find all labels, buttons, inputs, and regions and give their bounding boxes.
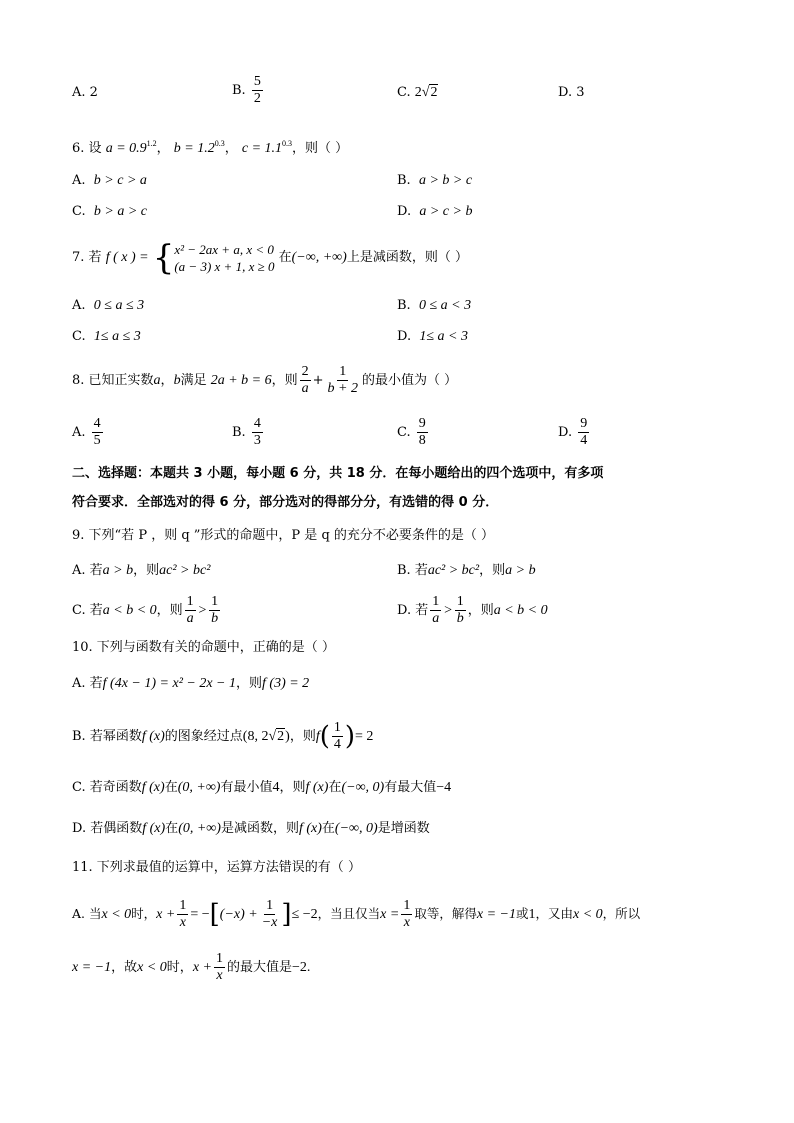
max: −2. — [292, 960, 311, 975]
denominator: a — [432, 611, 440, 626]
q6-prefix: 6. 设 — [72, 141, 102, 156]
label: C. 若 — [72, 603, 103, 618]
expr: a > c > b — [419, 204, 473, 219]
q9-option-b — [397, 562, 536, 580]
expr: a > b > c — [418, 173, 473, 188]
q7-in: 在 — [278, 250, 292, 265]
denominator: 4 — [333, 737, 341, 752]
expr: 0 ≤ a < 3 — [418, 298, 472, 313]
q8-option-d — [558, 416, 591, 449]
numerator: 1 — [215, 951, 223, 966]
q9-option-c — [72, 594, 222, 628]
label: D. — [397, 329, 412, 344]
result: ac² > bc² — [159, 563, 211, 578]
label: A. 若 — [72, 676, 103, 691]
q5-option-d: D. 3 — [558, 85, 585, 100]
c-exp: 0.3 — [282, 139, 293, 148]
fraction-3 — [401, 898, 412, 931]
label: D. — [397, 204, 412, 219]
numerator: 1 — [333, 720, 341, 735]
q6-suffix: ，则（ ） — [292, 141, 349, 156]
then: ，则 — [479, 563, 506, 578]
right-paren: ) — [344, 721, 356, 752]
t1: 时， — [131, 906, 157, 921]
label: B. 若幂函数 — [72, 729, 142, 744]
min: 4 — [272, 780, 280, 795]
fraction-2 — [455, 594, 466, 627]
q7-stem — [72, 238, 468, 278]
sqrt: √2 — [268, 729, 285, 744]
numerator: 1 — [266, 898, 274, 913]
expr: 1≤ a ≤ 3 — [93, 329, 141, 344]
q5-option-b-label: B. — [232, 83, 246, 98]
cond: x < 0 — [101, 907, 132, 922]
t2: 时， — [166, 960, 193, 975]
numerator: 9 — [418, 416, 426, 431]
denominator: 8 — [418, 433, 426, 448]
left-bracket: [ — [209, 899, 220, 930]
var-b: b — [173, 373, 181, 388]
q11-stem: 11. 下列求最值的运算中，运算方法错误的有（ ） — [72, 860, 361, 875]
radicand: 2 — [430, 85, 438, 100]
label: D. 若 — [397, 603, 429, 618]
label: A. — [72, 173, 86, 188]
interval-1: (0, +∞) — [178, 821, 221, 836]
b-exp: 0.3 — [214, 139, 225, 148]
t5: ，所以 — [602, 906, 641, 921]
numerator: 5 — [253, 74, 261, 89]
numerator: 1 — [211, 594, 219, 609]
label: C. — [397, 425, 411, 440]
fraction — [252, 416, 263, 449]
point — [243, 729, 290, 744]
q10-option-b — [72, 717, 373, 757]
in: 在 — [164, 780, 178, 795]
expr: f (4x − 1) = x² − 2x − 1 — [102, 676, 236, 691]
numerator: 2 — [301, 364, 309, 379]
q7-function: f ( x ) = — [105, 250, 149, 265]
left-brace: { — [152, 237, 175, 278]
point-suffix: ) — [285, 729, 290, 744]
end: 是增函数 — [377, 821, 430, 836]
denominator: a — [301, 381, 309, 396]
a-exp: 1.2 — [146, 139, 157, 148]
cond: a > b — [102, 563, 134, 578]
numerator: 4 — [253, 416, 261, 431]
mid: 是减函数，则 — [220, 821, 299, 836]
fraction-2 — [209, 594, 220, 627]
label: A. — [72, 298, 86, 313]
cond-text: 满足 — [180, 373, 207, 388]
q7-interval: (−∞, +∞) — [291, 250, 347, 265]
left-paren: ( — [319, 721, 330, 752]
numerator: 4 — [93, 416, 101, 431]
label: B. — [232, 425, 246, 440]
q8-option-c — [397, 416, 430, 449]
interval-2: (−∞, 0) — [341, 780, 385, 795]
case-1: x² − 2ax + a, x < 0 — [174, 241, 274, 257]
expr: 0 ≤ a ≤ 3 — [93, 298, 145, 313]
q8-suffix: 的最小值为（ ） — [362, 373, 458, 388]
result: a > b — [505, 563, 536, 578]
numerator: 1 — [456, 594, 464, 609]
numerator: 1 — [179, 898, 187, 913]
label: B. 若 — [397, 563, 428, 578]
q6-stem: 6. 设 $a = 0.9^{1.2}$， $b = 1.2^{0.3}$， $c = 1.1^{0.3}$，则（ ） — [72, 139, 349, 156]
result: a < b < 0 — [493, 603, 548, 618]
function-2: f — [315, 729, 320, 744]
denominator: 2 — [253, 91, 261, 106]
fraction — [214, 951, 225, 984]
label: B. — [397, 298, 411, 313]
then: ，则 — [156, 603, 183, 618]
denominator: 5 — [93, 433, 101, 448]
q6-b-expr — [174, 141, 225, 156]
numerator: 1 — [432, 594, 440, 609]
cond: ac² > bc² — [427, 563, 480, 578]
then: ，则 — [133, 563, 160, 578]
q7-piecewise — [152, 237, 275, 278]
x-eq: x = — [380, 907, 400, 922]
denominator: a — [186, 611, 194, 626]
label: C. — [72, 329, 86, 344]
var-a: a — [153, 373, 161, 388]
denominator: x — [179, 915, 186, 930]
or: 或 — [515, 906, 529, 921]
numerator: 1 — [339, 364, 347, 379]
q6-a-expr — [106, 141, 157, 156]
comma: ， — [160, 373, 174, 388]
plus: + — [312, 373, 324, 388]
fraction-1 — [185, 594, 196, 627]
denominator: b + 2 — [327, 381, 358, 396]
function: f (x) — [142, 821, 166, 836]
in-2: 在 — [328, 780, 342, 795]
t3: 的最大值是 — [226, 960, 292, 975]
denominator: 3 — [253, 433, 261, 448]
q5-option-c-expr — [415, 85, 439, 100]
q6-c-expr — [242, 141, 292, 156]
fraction-2 — [326, 364, 360, 397]
end: 有最大值 — [384, 780, 437, 795]
q5-option-a: A. 2 — [72, 85, 98, 100]
q5-option-b-fraction — [252, 74, 263, 107]
interval-2: (−∞, 0) — [334, 821, 378, 836]
expr: b > a > c — [93, 204, 147, 219]
q8-stem — [72, 363, 457, 399]
fraction-1 — [300, 364, 311, 397]
q8-option-a — [72, 416, 105, 449]
fraction — [92, 416, 103, 449]
section-2-heading-line-2: 符合要求．全部选对的得 6 分，部分选对的得部分分，有选错的得 0 分． — [72, 495, 499, 510]
fraction — [332, 720, 343, 753]
function: f (x) — [141, 780, 165, 795]
q9-option-a — [72, 562, 210, 580]
in: 在 — [165, 821, 179, 836]
q7-option-c — [72, 328, 141, 346]
cond-2: x < 0 — [573, 907, 603, 922]
then: ，则 — [236, 676, 263, 691]
solution: x = −1 — [476, 907, 516, 922]
q11-option-a-line-1 — [72, 894, 640, 935]
result: = 2 — [355, 729, 374, 744]
q5-option-c-label: C. — [397, 85, 411, 100]
label: C. — [72, 204, 86, 219]
fraction-2 — [260, 898, 280, 931]
mid: 有最小值 — [220, 780, 273, 795]
t4: ，又由 — [535, 906, 573, 921]
q8-option-b — [232, 416, 265, 449]
q6-option-b — [397, 172, 472, 190]
function: f (x) — [141, 729, 165, 744]
denominator: b — [211, 611, 219, 626]
le: ≤ −2 — [291, 907, 318, 922]
fraction-1 — [430, 594, 441, 627]
label: A. 若 — [72, 563, 103, 578]
q11-option-a-line-2 — [72, 950, 310, 986]
cases — [174, 241, 274, 275]
q9-option-d — [397, 594, 548, 628]
fraction — [578, 416, 589, 449]
q6-option-c — [72, 203, 147, 221]
q10-option-a — [72, 675, 309, 693]
q7-option-a — [72, 297, 144, 315]
function-2: f (x) — [298, 821, 322, 836]
then: ，则 — [467, 603, 494, 618]
label: B. — [397, 173, 411, 188]
interval-1: (0, +∞) — [177, 780, 221, 795]
t2: ，当且仅当 — [317, 906, 381, 921]
numerator: 9 — [580, 416, 588, 431]
expr: 1≤ a < 3 — [419, 329, 468, 344]
t3: 取等，解得 — [414, 906, 477, 921]
q10-stem: 10. 下列与函数有关的命题中，正确的是（ ） — [72, 640, 335, 655]
b-base: b = 1.2 — [173, 141, 215, 156]
q10-option-c — [72, 779, 451, 797]
denominator: −x — [261, 915, 278, 930]
then-text: ，则 — [271, 373, 298, 388]
then: ，则 — [279, 780, 306, 795]
gt: > — [197, 603, 208, 618]
eq: = − — [190, 907, 210, 922]
radicand: 2 — [277, 729, 285, 744]
function-2: f (x) — [305, 780, 329, 795]
q7-option-b — [397, 297, 471, 315]
case-2: (a − 3) x + 1, x ≥ 0 — [174, 258, 275, 274]
fraction-1 — [177, 898, 188, 931]
q10-option-d — [72, 820, 430, 838]
label: D. — [558, 425, 573, 440]
q6-option-d — [397, 203, 472, 221]
cond: a < b < 0 — [102, 603, 157, 618]
q5-option-c — [397, 84, 438, 102]
a-base: a = 0.9 — [105, 141, 147, 156]
x-plus: x + — [192, 960, 212, 975]
then: ，则 — [289, 729, 316, 744]
x-plus: x + — [156, 907, 176, 922]
max: −4 — [436, 780, 452, 795]
mid: 的图象经过点 — [164, 729, 243, 744]
label: C. 若奇函数 — [72, 780, 142, 795]
point-prefix: (8, 2 — [242, 729, 269, 744]
denominator: x — [216, 968, 223, 983]
in-2: 在 — [321, 821, 335, 836]
q7-prefix: 7. 若 — [72, 250, 102, 265]
result: f (3) = 2 — [262, 676, 310, 691]
numerator: 1 — [403, 898, 411, 913]
q7-option-d — [397, 328, 468, 346]
denominator: 4 — [580, 433, 588, 448]
sqrt: √2 — [421, 85, 438, 100]
cond: x < 0 — [137, 960, 167, 975]
denominator: x — [403, 915, 410, 930]
label: D. 若偶函数 — [72, 821, 143, 836]
inner: (−x) + — [219, 907, 258, 922]
q9-stem: 9. 下列“若 P ，则 q ”形式的命题中，P 是 q 的充分不必要条件的是（ ） — [72, 528, 495, 543]
denominator: b — [456, 611, 464, 626]
section-2-heading-line-1: 二、选择题：本题共 3 小题，每小题 6 分，共 18 分．在每小题给出的四个选项中，有多项 — [72, 466, 604, 481]
q7-suffix: 上是减函数，则（ ） — [346, 250, 468, 265]
t1: ，故 — [111, 960, 138, 975]
q6-option-a — [72, 172, 147, 190]
label: A. — [72, 425, 86, 440]
right-bracket: ] — [281, 899, 292, 930]
q5-option-b — [232, 74, 265, 107]
expr: b > c > a — [93, 173, 147, 188]
fraction — [417, 416, 428, 449]
q8-prefix: 8. 已知正实数 — [72, 373, 154, 388]
one: 1 — [528, 907, 536, 922]
x-value: x = −1 — [72, 960, 112, 975]
c-base: c = 1.1 — [241, 141, 283, 156]
coef: 2 — [414, 85, 422, 100]
numerator: 1 — [186, 594, 194, 609]
gt: > — [443, 603, 453, 618]
q8-condition: 2a + b = 6 — [210, 373, 272, 388]
label: A. 当 — [72, 906, 102, 921]
